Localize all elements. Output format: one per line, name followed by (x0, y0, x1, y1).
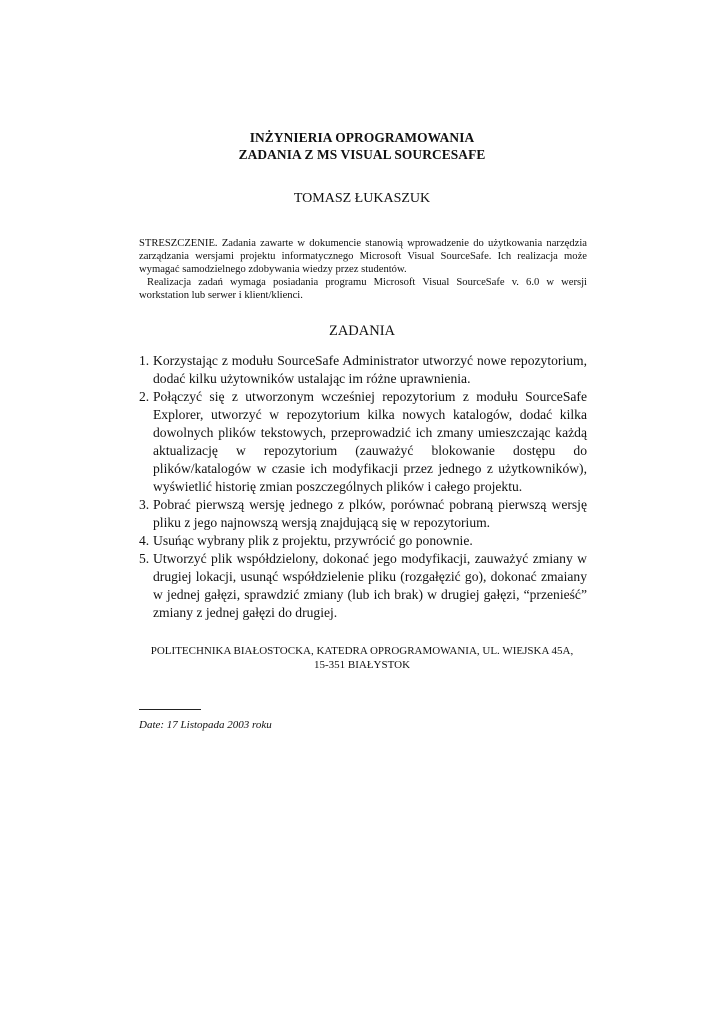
affiliation-line2: 15-351 BIAŁYSTOK (313, 659, 411, 671)
task-item (139, 550, 587, 622)
author-name: TOMASZ ŁUKASZUK (293, 191, 431, 206)
task-text: Połączyć się z utworzonym wcześniej repozytorium z modułu SourceSafe Explorer, utworzyć w repozytorium kilka nowych katalogów, dodać kilka dowolnych plików tekstowych, przeprowadzić ich zmany umieszczając każdą aktualizację w repozytorium (zauważyć blokowanie dostępu do plików/katalogów w czasie ich modyfikacji przez jednego z użytkowników), wyświetlić historię zmian poszczególnych plików i całego projektu. (153, 389, 587, 494)
task-number: 3. (139, 497, 150, 512)
document-title-line2: ZADANIA Z MS VISUAL SOURCESAFE (238, 147, 486, 162)
abstract-paragraph-1: STRESZCZENIE. Zadania zawarte w dokumencie stanowią wprowadzenie do użytkowania narzędzia zarządzania wersjami projektu informatycznego Microsoft Visual SourceSafe. Ich realizacja może wymagać samodzielnego zdobywania wiedzy przez studentów. (139, 238, 587, 275)
task-number: 2. (139, 389, 150, 404)
task-item (139, 388, 587, 496)
affiliation-block (0, 644, 724, 672)
task-text: Usuńąc wybrany plik z projektu, przywrócić go ponownie. (153, 533, 473, 548)
task-item (139, 496, 587, 532)
footnote-divider (139, 709, 201, 710)
task-number: 5. (139, 551, 150, 566)
section-heading: ZADANIA (328, 323, 396, 339)
task-list (139, 352, 587, 622)
footnote-date: Date: 17 Listopada 2003 roku (139, 719, 272, 731)
task-text: Korzystając z modułu SourceSafe Administrator utworzyć nowe repozytorium, dodać kilku użytowników ustalając im różne uprawnienia. (153, 353, 587, 386)
task-text: Utworzyć plik współdzielony, dokonać jego modyfikacji, zauważyć zmiany w drugiej lokacji, usunąć współdzielenie pliku (rozgałęzić go), dokonać zmaiany w jednej gałęzi, sprawdzić zmiany (lub ich brak) w drugiej gałęzi, “przenieść” zmiany z jednej gałęzi do drugiej. (153, 551, 587, 620)
task-number: 4. (139, 533, 150, 548)
task-item (139, 532, 587, 550)
task-number: 1. (139, 353, 150, 368)
abstract-block (139, 237, 587, 302)
affiliation-line1: POLITECHNIKA BIAŁOSTOCKA, KATEDRA OPROGRAMOWANIA, UL. WIEJSKA 45A, (150, 645, 574, 657)
task-item (139, 352, 587, 388)
document-title-line1: INŻYNIERIA OPROGRAMOWANIA (249, 130, 475, 145)
abstract-paragraph-2: Realizacja zadań wymaga posiadania programu Microsoft Visual SourceSafe v. 6.0 w wersji workstation lub serwer i klient/klienci. (139, 277, 587, 301)
task-text: Pobrać pierwszą wersję jednego z plków, porównać pobraną pierwszą wersję pliku z jego najnowszą wersją znajdującą się w repozytorium. (153, 497, 587, 530)
